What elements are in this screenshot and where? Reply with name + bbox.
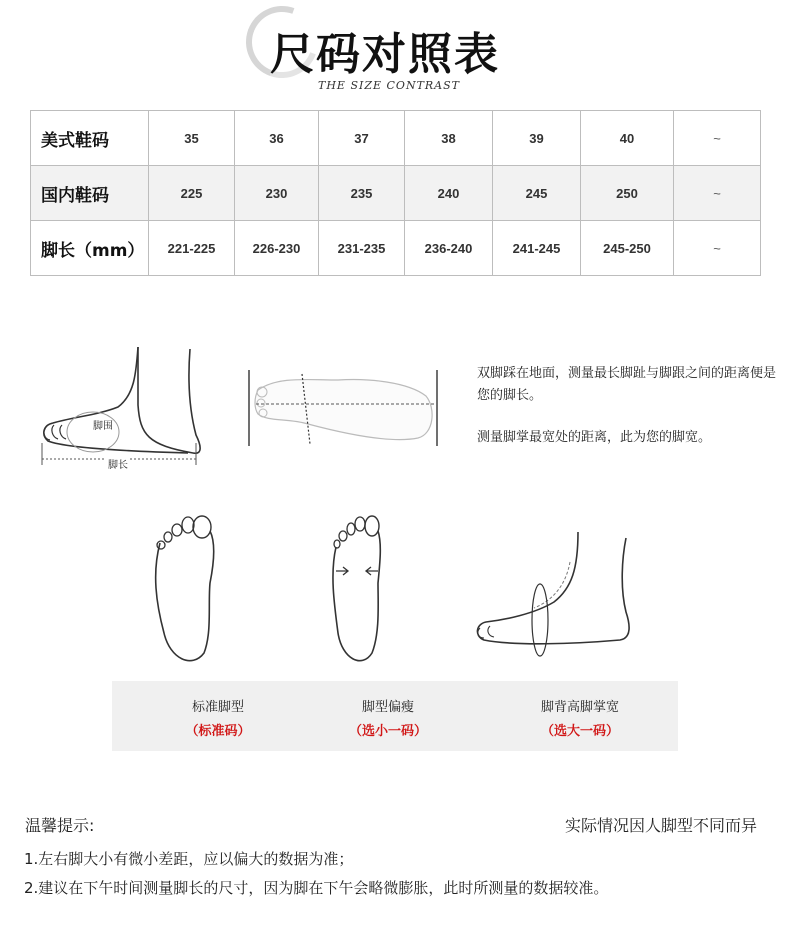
table-row <box>31 166 761 221</box>
tips-note: 实际情况因人脚型不同而异 <box>564 816 757 835</box>
table-cell: 240 <box>405 166 493 221</box>
foot-top-measure-illustration <box>248 368 440 450</box>
high-instep-foot-illustration <box>474 528 632 660</box>
table-cell: 225 <box>149 166 235 221</box>
table-cell: 230 <box>235 166 319 221</box>
row-label: 脚长（mm） <box>31 221 149 276</box>
instruction-width: 测量脚掌最宽处的距离，此为您的脚宽。 <box>477 430 712 445</box>
instruction-length: 双脚踩在地面，测量最长脚趾与脚跟之间的距离便是您的脚长。 <box>477 366 777 403</box>
length-label: 脚长 <box>106 456 130 471</box>
table-cell: 236-240 <box>405 221 493 276</box>
foot-type-tip: （标准码） <box>185 724 251 739</box>
table-cell: 35 <box>149 111 235 166</box>
size-table <box>30 110 761 276</box>
table-cell: 245-250 <box>581 221 674 276</box>
foot-type-name: 脚型偏瘦 <box>361 700 414 715</box>
foot-type-name: 脚背高脚掌宽 <box>540 700 619 715</box>
row-label: 美式鞋码 <box>31 111 149 166</box>
narrow-foot-illustration <box>328 513 388 669</box>
table-cell: 221-225 <box>149 221 235 276</box>
table-cell: ~ <box>674 111 761 166</box>
tip-item: 1.左右脚大小有微小差距，应以偏大的数据为准； <box>24 850 354 868</box>
table-row <box>31 111 761 166</box>
foot-type-band <box>112 681 678 751</box>
table-cell: ~ <box>674 166 761 221</box>
table-row <box>31 221 761 276</box>
foot-type-standard <box>138 681 298 739</box>
foot-type-wide <box>500 681 660 739</box>
row-label: 国内鞋码 <box>31 166 149 221</box>
table-cell: 241-245 <box>493 221 581 276</box>
foot-type-tip: （选小一码） <box>348 724 427 739</box>
tip-item: 2.建议在下午时间测量脚长的尺寸，因为脚在下午会略微膨胀，此时所测量的数据较准。 <box>24 879 609 897</box>
table-cell: 36 <box>235 111 319 166</box>
table-cell: 39 <box>493 111 581 166</box>
circumference-label: 脚围 <box>93 421 113 432</box>
standard-foot-illustration <box>150 513 222 669</box>
table-cell: 226-230 <box>235 221 319 276</box>
table-cell: 40 <box>581 111 674 166</box>
table-cell: 245 <box>493 166 581 221</box>
page-title: 尺码对照表 <box>270 29 500 80</box>
table-cell: 250 <box>581 166 674 221</box>
tips-heading: 温馨提示: <box>25 816 95 835</box>
table-cell: 231-235 <box>319 221 405 276</box>
table-cell: 235 <box>319 166 405 221</box>
table-cell: 37 <box>319 111 405 166</box>
foot-type-narrow <box>308 681 468 739</box>
table-cell: 38 <box>405 111 493 166</box>
table-cell: ~ <box>674 221 761 276</box>
foot-type-name: 标准脚型 <box>191 700 244 715</box>
page-subtitle: THE SIZE CONTRAST <box>318 79 461 92</box>
foot-side-measure-illustration <box>38 345 203 475</box>
foot-type-tip: （选大一码） <box>540 724 619 739</box>
